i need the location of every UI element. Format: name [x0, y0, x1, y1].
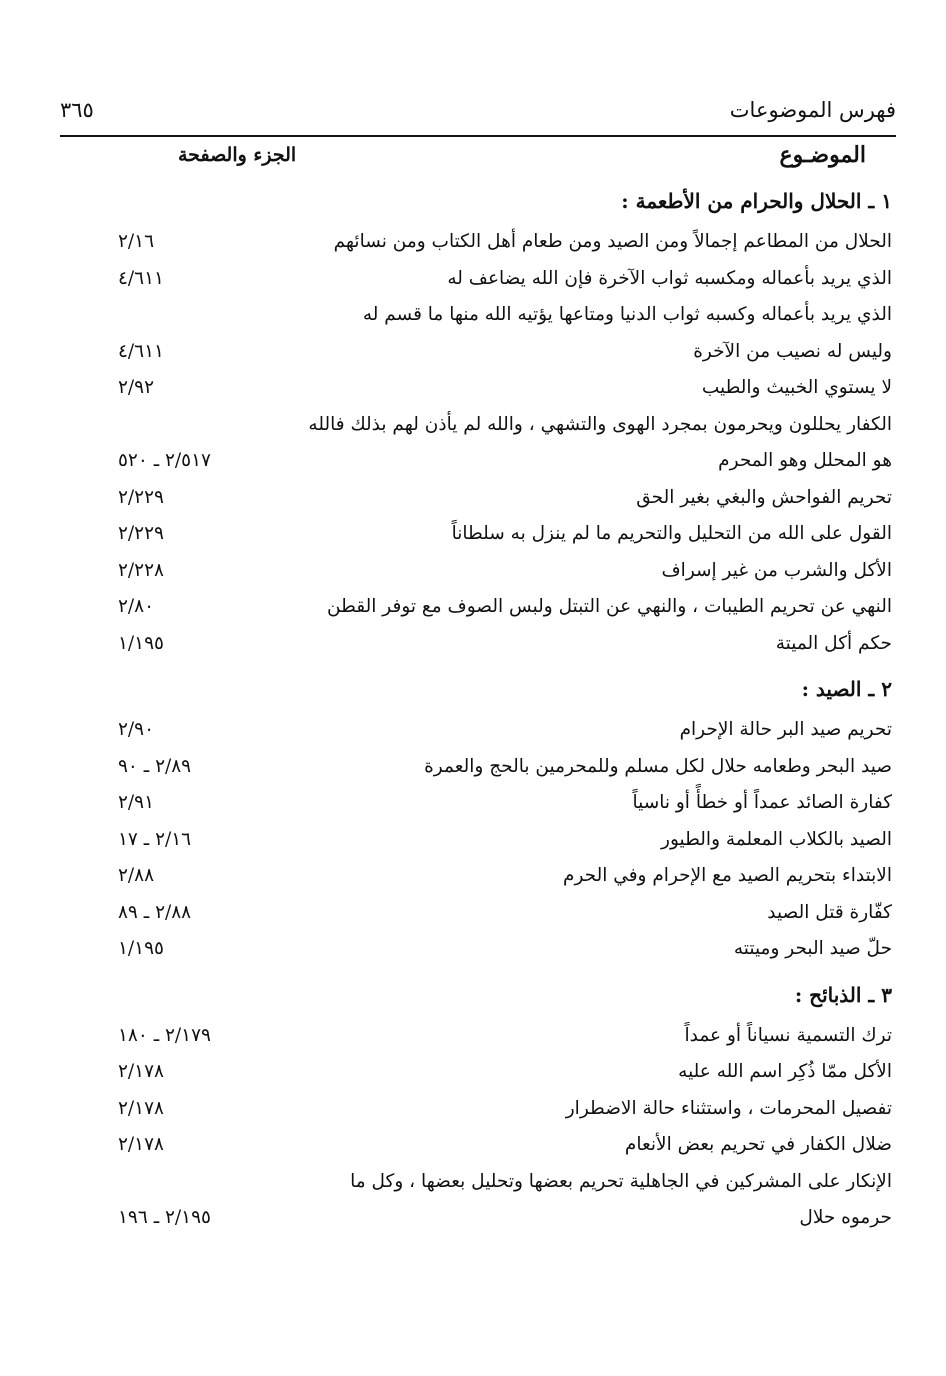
index-entry [60, 714, 896, 751]
entry-topic: ترك التسمية نسياناً أو عمداً [684, 1024, 892, 1046]
index-entry [60, 787, 896, 824]
entry-reference: ٢/١٧٨ [118, 1061, 164, 1082]
index-entry [60, 860, 896, 897]
index-entry [60, 591, 896, 628]
entry-reference: ٢/٩٠ [118, 719, 155, 740]
entry-reference: ٢/٥١٧ ـ ٥٢٠ [118, 450, 211, 471]
entry-reference: ٢/٨٠ [118, 596, 155, 617]
entry-topic: تحريم الفواحش والبغي بغير الحق [636, 486, 892, 508]
entry-reference: ٢/٢٢٨ [118, 559, 164, 581]
entry-topic: كفّارة قتل الصيد [767, 901, 892, 923]
index-entry [60, 1129, 896, 1166]
entry-reference: ٢/٢٢٩ [118, 523, 164, 544]
entry-topic: كفارة الصائد عمداً أو خطأً أو ناسياً [632, 792, 892, 813]
section-title: ١ ـ الحلال والحرام من الأطعمة : [621, 189, 892, 213]
entry-topic: الابتداء بتحريم الصيد مع الإحرام وفي الحرم [563, 865, 892, 886]
index-entry [60, 933, 896, 970]
entry-reference: ٢/٨٩ ـ ٩٠ [118, 755, 192, 777]
index-entry [60, 1166, 896, 1203]
entry-reference: ١/١٩٥ [118, 938, 164, 959]
column-headers [60, 142, 896, 178]
index-entry [60, 1202, 896, 1239]
index-entry [60, 299, 896, 336]
index-entry [60, 336, 896, 373]
entry-topic: النهي عن تحريم الطيبات ، والنهي عن التبتل ولبس الصوف مع توفر القطن [327, 596, 892, 617]
entry-reference: ٢/١٧٨ [118, 1134, 164, 1155]
entry-reference: ٢/١٧٨ [118, 1097, 164, 1119]
entry-topic: الذي يريد بأعماله وكسبه ثواب الدنيا ومتاعها يؤتيه الله منها ما قسم له [362, 304, 892, 325]
entry-topic: تفصيل المحرمات ، واستثناء حالة الاضطرار [565, 1097, 892, 1119]
reference-column-header: الجزء والصفحة [178, 144, 297, 166]
index-entry [60, 518, 896, 555]
index-entry [60, 1093, 896, 1130]
index-entry [60, 824, 896, 861]
entry-topic: الصيد بالكلاب المعلمة والطيور [661, 828, 892, 850]
entry-topic: الأكل والشرب من غير إسراف [661, 559, 892, 581]
index-entry [60, 1056, 896, 1093]
entry-topic: حلّ صيد البحر وميتته [733, 938, 892, 959]
index-entry [60, 226, 896, 263]
running-head [60, 98, 896, 132]
index-body [60, 182, 896, 1239]
running-title: فهرس الموضوعات [729, 98, 896, 122]
section-title: ٢ ـ الصيد : [801, 677, 892, 701]
topic-column-header: الموضـوع [779, 142, 866, 168]
entry-topic: الحلال من المطاعم إجمالاً ومن الصيد ومن طعام أهل الكتاب ومن نسائهم [333, 231, 892, 252]
index-entry [60, 372, 896, 409]
index-entry [60, 555, 896, 592]
entry-reference: ٢/١٩٥ ـ ١٩٦ [118, 1207, 211, 1228]
index-entry [60, 1020, 896, 1057]
index-entry [60, 897, 896, 934]
entry-reference: ٤/٦١١ [118, 340, 164, 362]
entry-topic: حرموه حلال [799, 1207, 892, 1228]
entry-topic: ضلال الكفار في تحريم بعض الأنعام [624, 1134, 892, 1155]
entry-topic: الكفار يحللون ويحرمون بمجرد الهوى والتشهي ، والله لم يأذن لهم بذلك فالله [308, 413, 892, 435]
entry-reference: ٢/١٦ ـ ١٧ [118, 828, 192, 850]
index-entry [60, 751, 896, 788]
entry-topic: وليس له نصيب من الآخرة [693, 340, 892, 362]
index-entry [60, 445, 896, 482]
entry-topic: حكم أكل الميتة [775, 632, 892, 654]
entry-topic: الأكل ممّا ذُكِر اسم الله عليه [678, 1061, 892, 1082]
index-entry [60, 482, 896, 519]
entry-reference: ٢/١٧٩ ـ ١٨٠ [118, 1024, 211, 1046]
section-title: ٣ ـ الذبائح : [794, 982, 892, 1007]
header-rule [60, 135, 896, 137]
entry-reference: ٢/٨٨ [118, 865, 155, 886]
entry-topic: صيد البحر وطعامه حلال لكل مسلم وللمحرمين بالحج والعمرة [424, 755, 892, 777]
entry-reference: ٢/١٦ [118, 231, 155, 252]
index-entry [60, 628, 896, 665]
entry-topic: هو المحلل وهو المحرم [718, 450, 892, 471]
entry-topic: لا يستوي الخبيث والطيب [701, 377, 892, 398]
entry-reference: ٢/٩١ [118, 792, 155, 813]
entry-topic: الإنكار على المشركين في الجاهلية تحريم بعضها وتحليل بعضها ، وكل ما [350, 1170, 892, 1192]
entry-reference: ٢/٩٢ [118, 377, 155, 398]
page-number: ٣٦٥ [60, 98, 94, 122]
entry-reference: ٤/٦١١ [118, 267, 164, 289]
entry-reference: ٢/٨٨ ـ ٨٩ [118, 901, 192, 923]
index-entry [60, 263, 896, 300]
entry-topic: الذي يريد بأعماله ومكسبه ثواب الآخرة فإن الله يضاعف له [447, 267, 892, 289]
index-entry [60, 409, 896, 446]
entry-reference: ١/١٩٥ [118, 632, 164, 654]
entry-topic: القول على الله من التحليل والتحريم ما لم ينزل به سلطاناً [451, 523, 892, 544]
entry-reference: ٢/٢٢٩ [118, 486, 164, 508]
entry-topic: تحريم صيد البر حالة الإحرام [679, 719, 892, 740]
